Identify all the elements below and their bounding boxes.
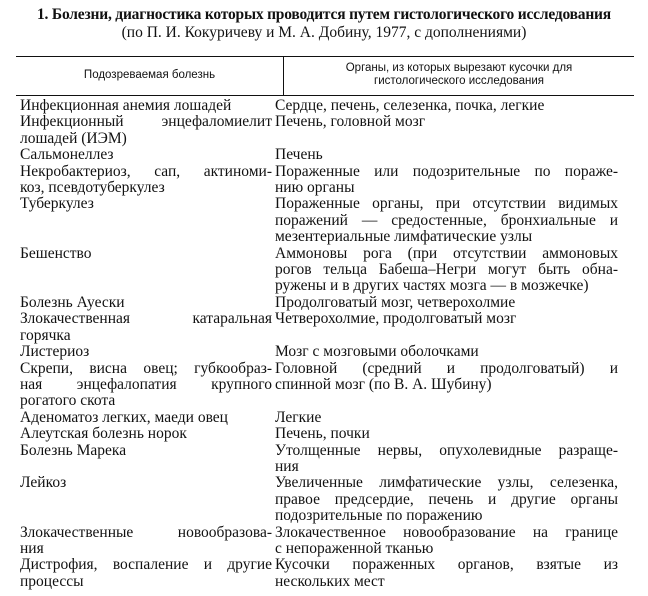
disease-cell: [0, 361, 272, 410]
organs-cell-line: Кусочки пораженных органов, взятые из: [275, 556, 618, 574]
organs-cell-line: Злокачественное новообразование на границе: [275, 523, 618, 541]
organs-cell-line: Сердце, печень, селезенка, почка, легкие: [275, 97, 545, 114]
disease-cell-line: Болезнь Марека: [20, 441, 127, 459]
disease-cell-line: горячка: [20, 326, 71, 344]
organs-cell: [272, 426, 618, 442]
organs-cell-line: Головной (средний и продолговатый) и: [275, 359, 618, 377]
organs-cell-line: с непораженной тканью: [275, 539, 434, 557]
disease-cell: [0, 114, 272, 147]
organs-cell-line: нескольких мест: [275, 572, 385, 590]
column-header-organs-line1: Органы, из которых вырезают кусочки для: [345, 62, 573, 74]
organs-cell: [272, 147, 618, 163]
disease-cell: [0, 557, 272, 590]
disease-cell-line: Болезнь Ауески: [20, 293, 125, 311]
organs-cell: [272, 311, 618, 327]
table-row: [0, 475, 648, 524]
disease-cell-line: Туберкулез: [20, 195, 94, 213]
disease-cell: [0, 426, 272, 442]
table-row: [0, 311, 648, 344]
table-row: [0, 426, 648, 442]
disease-cell-line: Бешенство: [20, 244, 92, 262]
disease-cell: [0, 196, 272, 212]
disease-cell-line: Скрепи, висна овец; губкообраз-: [20, 359, 272, 377]
disease-cell: [0, 98, 272, 114]
disease-cell: [0, 410, 272, 426]
disease-cell-line: Листериоз: [20, 343, 90, 361]
column-header-disease: Подозреваемая болезнь: [83, 69, 216, 81]
table-row: [0, 443, 648, 476]
disease-cell-line: Некробактериоз, сап, актиноми-: [20, 162, 272, 180]
organs-cell-line: Утолщенные нервы, опухолевидные разраще-: [275, 441, 618, 459]
organs-cell: [272, 557, 618, 590]
disease-cell-line: процессы: [20, 572, 84, 590]
table-row: [0, 114, 648, 147]
disease-cell-line: коз, псевдотуберкулез: [20, 179, 165, 197]
table-row: [0, 147, 648, 163]
header-bottom-rule: [16, 95, 634, 96]
table-row: [0, 164, 648, 197]
disease-cell-line: лошадей (ИЭМ): [20, 129, 127, 147]
disease-cell: [0, 295, 272, 311]
table-row: [0, 246, 648, 295]
table-row: [0, 295, 648, 311]
disease-cell: [0, 246, 272, 262]
organs-cell-line: Пораженные органы, при отсутствии видимых: [275, 195, 618, 213]
disease-cell-line: Инфекционная анемия лошадей: [20, 97, 232, 114]
organs-cell-line: Пораженные или подозрительные по пораже-: [275, 162, 618, 180]
organs-cell-line: мезентериальные лимфатические узлы: [275, 228, 533, 246]
organs-cell: [272, 443, 618, 476]
organs-cell: [272, 344, 618, 360]
disease-cell-line: Злокачественная катаральная: [20, 310, 272, 328]
column-header-organs: [284, 62, 634, 87]
table-title: 1. Болезни, диагностика которых проводится путем гистологического исследования: [37, 6, 611, 23]
disease-cell: [0, 475, 272, 491]
organs-cell-line: Мозг с мозговыми оболочками: [275, 343, 479, 361]
disease-cell: [0, 525, 272, 558]
organs-cell: [272, 196, 618, 245]
header-top-rule: [16, 56, 634, 57]
organs-cell-line: правое предсердие, печень и другие органы: [275, 490, 618, 508]
disease-cell-line: Злокачественные новообразова-: [20, 523, 272, 541]
table-row: [0, 344, 648, 360]
column-header-organs-line2: гистологического исследования: [374, 74, 544, 87]
disease-cell: [0, 443, 272, 459]
organs-cell-line: спинной мозг (по В. А. Шубину): [275, 375, 492, 393]
organs-cell: [272, 295, 618, 311]
organs-cell-line: Увеличенные лимфатические узлы, селезенка,: [275, 474, 618, 492]
table-row: [0, 196, 648, 245]
disease-cell-line: ния: [20, 539, 44, 557]
disease-cell: [0, 164, 272, 197]
organs-cell: [272, 475, 618, 524]
disease-cell-line: Инфекционный энцефаломиелит: [20, 113, 272, 131]
table-body: [0, 98, 648, 590]
table-row: [0, 98, 648, 114]
table-subtitle: (по П. И. Кокуричеву и М. А. Добину, 1977, с дополнениями): [121, 24, 527, 41]
table-row: [0, 361, 648, 410]
organs-cell-line: Печень: [275, 146, 323, 164]
disease-cell-line: Сальмонеллез: [20, 146, 114, 164]
organs-cell-line: нию органы: [275, 179, 355, 197]
organs-cell-line: Четверохолмие, продолговатый мозг: [275, 310, 517, 328]
organs-cell-line: подозрительные по поражению: [275, 507, 483, 525]
disease-cell: [0, 147, 272, 163]
disease-cell-line: Аденоматоз легких, маеди овец: [20, 408, 228, 426]
organs-cell: [272, 361, 618, 394]
disease-cell-line: Лейкоз: [20, 474, 67, 492]
organs-cell-line: Печень, головной мозг: [275, 113, 426, 131]
organs-cell-line: Легкие: [275, 408, 322, 426]
organs-cell-line: ния: [275, 457, 299, 475]
organs-cell-line: поражений — средостенные, бронхиальные и: [275, 211, 618, 229]
organs-cell: [272, 98, 618, 114]
organs-cell: [272, 525, 618, 558]
table-row: [0, 410, 648, 426]
disease-cell: [0, 344, 272, 360]
table-row: [0, 557, 648, 590]
organs-cell-line: Печень, почки: [275, 425, 370, 443]
disease-cell-line: ная энцефалопатия крупного: [20, 375, 272, 393]
disease-cell-line: Алеутская болезнь норок: [20, 425, 187, 443]
table-row: [0, 525, 648, 558]
disease-cell: [0, 311, 272, 344]
organs-cell-line: Продолговатый мозг, четверохолмие: [275, 293, 516, 311]
organs-cell: [272, 164, 618, 197]
disease-cell-line: Дистрофия, воспаление и другие: [20, 556, 272, 574]
organs-cell: [272, 246, 618, 295]
organs-cell: [272, 114, 618, 130]
disease-cell-line: рогатого скота: [20, 392, 116, 410]
organs-cell-line: ружены и в других частях мозга — в мозжечке): [275, 277, 589, 295]
organs-cell-line: Аммоновы рога (при отсутствии аммоновых: [275, 244, 618, 262]
organs-cell-line: рогов тельца Бабеша–Негри могут быть обна-: [275, 261, 618, 279]
organs-cell: [272, 410, 618, 426]
